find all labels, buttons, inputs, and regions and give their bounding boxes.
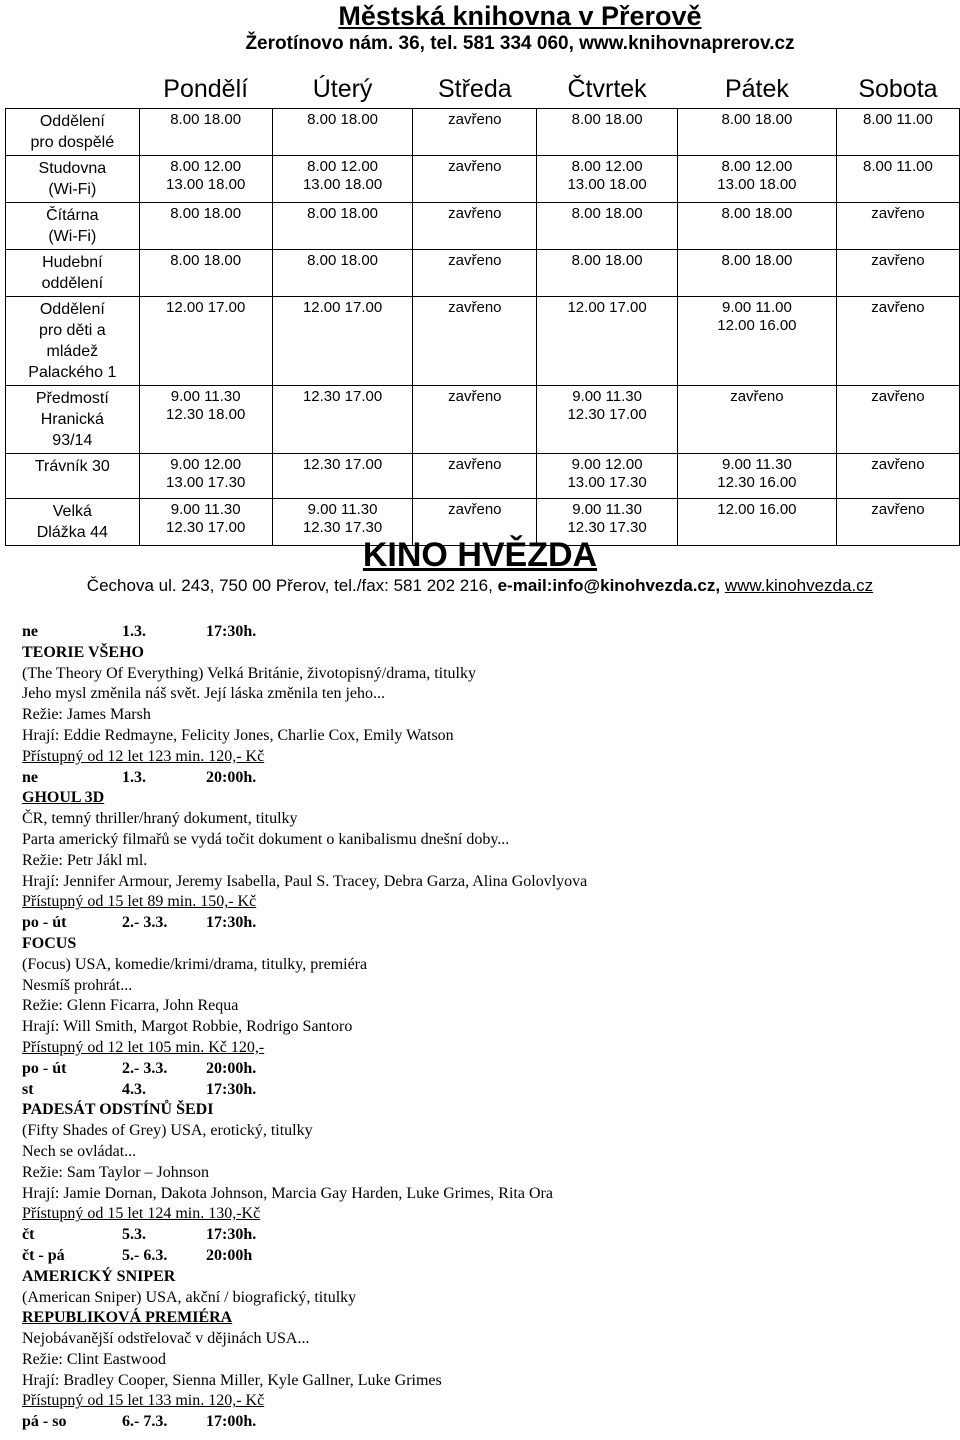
screening-hour: 17:30h.: [206, 1080, 257, 1098]
screening-date: 1.3.: [122, 768, 146, 786]
film-info: Nejobávanější odstřelovač v dějinách USA...: [22, 1330, 310, 1348]
hours-value: 8.00 18.00: [307, 252, 379, 269]
hours-value: zavřeno: [448, 299, 502, 316]
hours-cell: [836, 454, 959, 499]
department-name-line: Dlážka 44: [36, 524, 108, 541]
hours-value: 9.00 11.00: [722, 299, 792, 316]
film-title: PADESÁT ODSTÍNŮ ŠEDI: [22, 1101, 214, 1119]
department-name-line: Velká: [52, 503, 92, 520]
hours-value: 8.00 18.00: [571, 205, 643, 222]
screening-date: 5.3.: [122, 1226, 146, 1244]
department-name: [6, 297, 140, 386]
film-info: Hrají: Jennifer Armour, Jeremy Isabella, Paul S. Tracey, Debra Garza, Alina Golovlyova: [22, 872, 588, 890]
film-info: (Fifty Shades of Grey) USA, erotický, titulky: [22, 1122, 313, 1140]
department-name-line: pro dospělé: [30, 134, 115, 151]
department-name-line: oddělení: [41, 275, 104, 292]
library-title: Městská knihovna v Přerově: [338, 1, 702, 31]
hours-value: 8.00 18.00: [721, 111, 793, 128]
department-name-line: Předmostí: [35, 390, 109, 407]
hours-cell: [272, 250, 413, 297]
hours-value: 13.00 18.00: [567, 176, 647, 193]
screening-time: [22, 1412, 942, 1433]
hours-value: 12.00 17.00: [166, 299, 246, 316]
hours-cell: [537, 250, 678, 297]
hours-value: zavřeno: [871, 501, 925, 518]
opening-hours-table: [5, 70, 960, 546]
screening-day: st: [22, 1080, 34, 1098]
day-header: Pátek: [677, 70, 836, 109]
library-address: [80, 32, 960, 56]
film-info: Režie: Clint Eastwood: [22, 1350, 166, 1368]
hours-cell: [139, 250, 272, 297]
hours-value: 8.00 12.00: [721, 158, 793, 175]
hours-cell: [272, 454, 413, 499]
hours-value: 8.00 18.00: [170, 205, 242, 222]
day-header: Sobota: [836, 70, 959, 109]
hours-cell: [677, 386, 836, 454]
hours-cell: [537, 109, 678, 156]
screening-date: 2.- 3.3.: [122, 914, 168, 932]
hours-cell: [413, 156, 537, 203]
hours-value: 13.00 17.30: [567, 474, 647, 491]
cinema-title: KINO HVĚZDA: [362, 536, 598, 574]
film-info: Režie: Petr Jákl ml.: [22, 851, 148, 869]
hours-value: zavřeno: [871, 456, 925, 473]
screening-date: 2.- 3.3.: [122, 1059, 168, 1077]
hours-row: [6, 203, 960, 250]
library-website-link[interactable]: www.knihovnaprerov.cz: [579, 33, 795, 54]
department-name: [6, 109, 140, 156]
hours-cell: [677, 203, 836, 250]
day-header: Středa: [413, 70, 537, 109]
film-info: Režie: Sam Taylor – Johnson: [22, 1163, 210, 1181]
hours-cell: [272, 386, 413, 454]
hours-value: 12.00 17.00: [302, 299, 383, 316]
cinema-program: [22, 622, 942, 1433]
screening-hour: 17:00h.: [206, 1413, 257, 1431]
film-rating: Přístupný od 12 let 105 min. Kč 120,-: [22, 1038, 265, 1056]
department-name: [6, 454, 140, 499]
film-rating: Přístupný od 15 let 89 min. 150,- Kč: [22, 893, 257, 911]
hours-value: 9.00 11.30: [170, 388, 241, 405]
screening-day: čt - pá: [22, 1246, 65, 1264]
film-info: Hrají: Jamie Dornan, Dakota Johnson, Marcia Gay Harden, Luke Grimes, Rita Ora: [22, 1184, 553, 1202]
hours-value: 9.00 11.30: [307, 501, 378, 518]
film-title: GHOUL 3D: [22, 789, 105, 807]
hours-value: zavřeno: [871, 299, 925, 316]
department-name-line: 93/14: [52, 432, 93, 449]
hours-value: 12.30 17.30: [302, 519, 383, 536]
screening-hour: 20:00h.: [206, 1059, 257, 1077]
screening-time: [22, 1059, 942, 1080]
department-name-line: Hudební: [42, 254, 103, 271]
hours-value: 12.30 17.00: [302, 388, 383, 405]
film-info: (Focus) USA, komedie/krimi/drama, titulky, premiéra: [22, 955, 368, 973]
department-name-line: Oddělení: [39, 301, 105, 318]
hours-cell: [413, 386, 537, 454]
department-name-line: (Wi-Fi): [48, 181, 97, 198]
hours-value: 13.00 18.00: [302, 176, 383, 193]
department-name-line: Hranická: [40, 411, 104, 428]
hours-value: 8.00 18.00: [571, 252, 643, 269]
hours-cell: [139, 297, 272, 386]
hours-value: 9.00 12.00: [170, 456, 242, 473]
hours-cell: [139, 386, 272, 454]
hours-cell: [413, 250, 537, 297]
screening-hour: 20:00h.: [206, 768, 257, 786]
hours-value: 12.00 16.00: [717, 501, 797, 518]
hours-value: zavřeno: [448, 388, 502, 405]
hours-cell: [413, 109, 537, 156]
hours-value: 12.30 18.00: [166, 406, 246, 423]
department-name-line: (Wi-Fi): [48, 228, 97, 245]
cinema-address: [0, 575, 960, 597]
hours-cell: [537, 297, 678, 386]
screening-time: [22, 622, 942, 643]
library-header: [0, 0, 960, 56]
screening-date: 5.- 6.3.: [122, 1246, 168, 1264]
hours-value: 8.00 11.00: [863, 111, 933, 128]
film-info: Parta americký filmařů se vydá točit dokument o kanibalismu dnešní doby...: [22, 830, 510, 848]
hours-value: zavřeno: [448, 205, 502, 222]
screening-time: [22, 913, 942, 934]
hours-value: zavřeno: [448, 501, 502, 518]
hours-value: 9.00 11.30: [722, 456, 792, 473]
hours-cell: [836, 156, 959, 203]
hours-value: 12.00 17.00: [567, 299, 647, 316]
screening-hour: 17:30h.: [206, 914, 257, 932]
hours-value: 8.00 18.00: [307, 111, 379, 128]
film-rating: Přístupný od 15 let 133 min. 120,- Kč: [22, 1392, 265, 1410]
hours-cell: [537, 386, 678, 454]
film-info: Režie: Glenn Ficarra, John Requa: [22, 997, 239, 1015]
hours-cell: [836, 386, 959, 454]
hours-value: 8.00 18.00: [170, 111, 242, 128]
hours-cell: [677, 297, 836, 386]
hours-cell: [413, 297, 537, 386]
department-name: [6, 203, 140, 250]
days-header-row: [6, 70, 960, 109]
hours-cell: [272, 109, 413, 156]
film-info: ČR, temný thriller/hraný dokument, titulky: [22, 810, 298, 828]
hours-cell: [537, 156, 678, 203]
hours-cell: [836, 250, 959, 297]
day-header: Pondělí: [139, 70, 272, 109]
film-info: Hrají: Bradley Cooper, Sienna Miller, Kyle Gallner, Luke Grimes: [22, 1371, 442, 1389]
hours-cell: [677, 156, 836, 203]
hours-cell: [272, 203, 413, 250]
hours-value: 8.00 12.00: [170, 158, 242, 175]
hours-cell: [677, 250, 836, 297]
screening-day: pá - so: [22, 1413, 67, 1431]
film-title: FOCUS: [22, 934, 77, 952]
screening-day: po - út: [22, 914, 67, 932]
film-title: REPUBLIKOVÁ PREMIÉRA: [22, 1309, 233, 1327]
hours-cell: [272, 156, 413, 203]
hours-row: [6, 386, 960, 454]
hours-cell: [836, 109, 959, 156]
hours-value: 8.00 18.00: [721, 205, 793, 222]
hours-value: zavřeno: [448, 252, 502, 269]
hours-cell: [677, 109, 836, 156]
hours-cell: [413, 203, 537, 250]
hours-value: zavřeno: [871, 252, 925, 269]
hours-value: zavřeno: [871, 388, 925, 405]
hours-cell: [537, 454, 678, 499]
screening-time: [22, 768, 942, 789]
library-address-text: Žerotínovo nám. 36, tel. 581 334 060,: [245, 33, 580, 54]
film-info: Hrají: Eddie Redmayne, Felicity Jones, Charlie Cox, Emily Watson: [22, 726, 454, 744]
hours-cell: [677, 454, 836, 499]
hours-cell: [139, 109, 272, 156]
hours-value: 8.00 18.00: [170, 252, 242, 269]
screening-date: 4.3.: [122, 1080, 146, 1098]
hours-value: 9.00 11.30: [572, 388, 642, 405]
department-name: [6, 156, 140, 203]
hours-value: 9.00 12.00: [571, 456, 643, 473]
screening-date: 6.- 7.3.: [122, 1413, 168, 1431]
department-name-line: Čítárna: [46, 207, 99, 224]
hours-value: 12.30 16.00: [717, 474, 797, 491]
screening-time: [22, 1080, 942, 1101]
hours-value: 12.30 17.00: [302, 456, 383, 473]
hours-value: 13.00 17.30: [166, 474, 246, 491]
hours-value: 12.30 17.00: [166, 519, 246, 536]
department-name-line: Palackého 1: [28, 364, 117, 381]
hours-value: 8.00 12.00: [307, 158, 379, 175]
hours-value: 13.00 18.00: [717, 176, 797, 193]
hours-value: 8.00 12.00: [571, 158, 643, 175]
hours-value: 8.00 11.00: [863, 158, 933, 175]
hours-value: zavřeno: [730, 388, 784, 405]
hours-cell: [272, 297, 413, 386]
hours-cell: [139, 454, 272, 499]
hours-value: 8.00 18.00: [721, 252, 793, 269]
screening-time: [22, 1246, 942, 1267]
screening-day: ne: [22, 768, 38, 786]
hours-value: zavřeno: [448, 456, 502, 473]
hours-cell: [836, 297, 959, 386]
film-info: Jeho mysl změnila náš svět. Její láska změnila ten jeho...: [22, 685, 386, 703]
film-rating: Přístupný od 15 let 124 min. 130,-Kč: [22, 1205, 261, 1223]
screening-time: [22, 1225, 942, 1246]
hours-row: [6, 297, 960, 386]
hours-value: 12.30 17.30: [567, 519, 647, 536]
film-info: Nech se ovládat...: [22, 1142, 137, 1160]
day-header: Úterý: [272, 70, 413, 109]
hours-value: zavřeno: [871, 205, 925, 222]
film-info: (American Sniper) USA, akční / biografický, titulky: [22, 1288, 357, 1306]
screening-day: ne: [22, 623, 38, 640]
hours-row: [6, 156, 960, 203]
film-info: Režie: James Marsh: [22, 706, 151, 724]
hours-value: 8.00 18.00: [307, 205, 379, 222]
screening-date: 1.3.: [122, 623, 146, 640]
hours-cell: [139, 156, 272, 203]
department-name-line: Trávník 30: [34, 458, 110, 475]
department-name-line: pro děti a: [38, 322, 106, 339]
hours-cell: [413, 454, 537, 499]
film-rating: Přístupný od 12 let 123 min. 120,- Kč: [22, 747, 265, 765]
department-name: [6, 386, 140, 454]
cinema-email[interactable]: e-mail:info@kinohvezda.cz,: [497, 576, 721, 595]
hours-value: 9.00 11.30: [170, 501, 241, 518]
cinema-header: [0, 535, 960, 597]
department-name-line: mládež: [46, 343, 99, 360]
cinema-website-link[interactable]: www.kinohvezda.cz: [724, 576, 874, 595]
film-title: TEORIE VŠEHO: [22, 643, 144, 661]
cinema-address-text: Čechova ul. 243, 750 00 Přerov, tel./fax: 581 202 216,: [86, 576, 498, 595]
header-corner: [6, 70, 140, 109]
hours-value: 8.00 18.00: [571, 111, 643, 128]
hours-value: zavřeno: [448, 158, 502, 175]
hours-row: [6, 454, 960, 499]
hours-row: [6, 109, 960, 156]
hours-value: 12.30 17.00: [567, 406, 647, 423]
hours-value: 12.00 16.00: [717, 317, 797, 334]
screening-hour: 17:30h.: [206, 623, 257, 640]
hours-cell: [836, 203, 959, 250]
hours-value: zavřeno: [448, 111, 502, 128]
screening-hour: 17:30h.: [206, 1226, 257, 1244]
hours-cell: [537, 203, 678, 250]
department-name-line: Oddělení: [39, 113, 105, 130]
hours-row: [6, 250, 960, 297]
screening-day: po - út: [22, 1059, 67, 1077]
screening-hour: 20:00h: [206, 1246, 253, 1264]
hours-value: 9.00 11.30: [572, 501, 642, 518]
department-name: [6, 250, 140, 297]
hours-value: 13.00 18.00: [166, 176, 246, 193]
screening-day: čt: [22, 1226, 35, 1244]
film-title: AMERICKÝ SNIPER: [22, 1267, 176, 1285]
film-info: Hrají: Will Smith, Margot Robbie, Rodrigo Santoro: [22, 1018, 353, 1036]
day-header: Čtvrtek: [537, 70, 678, 109]
film-info: Nesmíš prohrát...: [22, 976, 133, 994]
hours-cell: [139, 203, 272, 250]
film-info: (The Theory Of Everything) Velká Británie, životopisný/drama, titulky: [22, 664, 476, 682]
department-name-line: Studovna: [38, 160, 107, 177]
